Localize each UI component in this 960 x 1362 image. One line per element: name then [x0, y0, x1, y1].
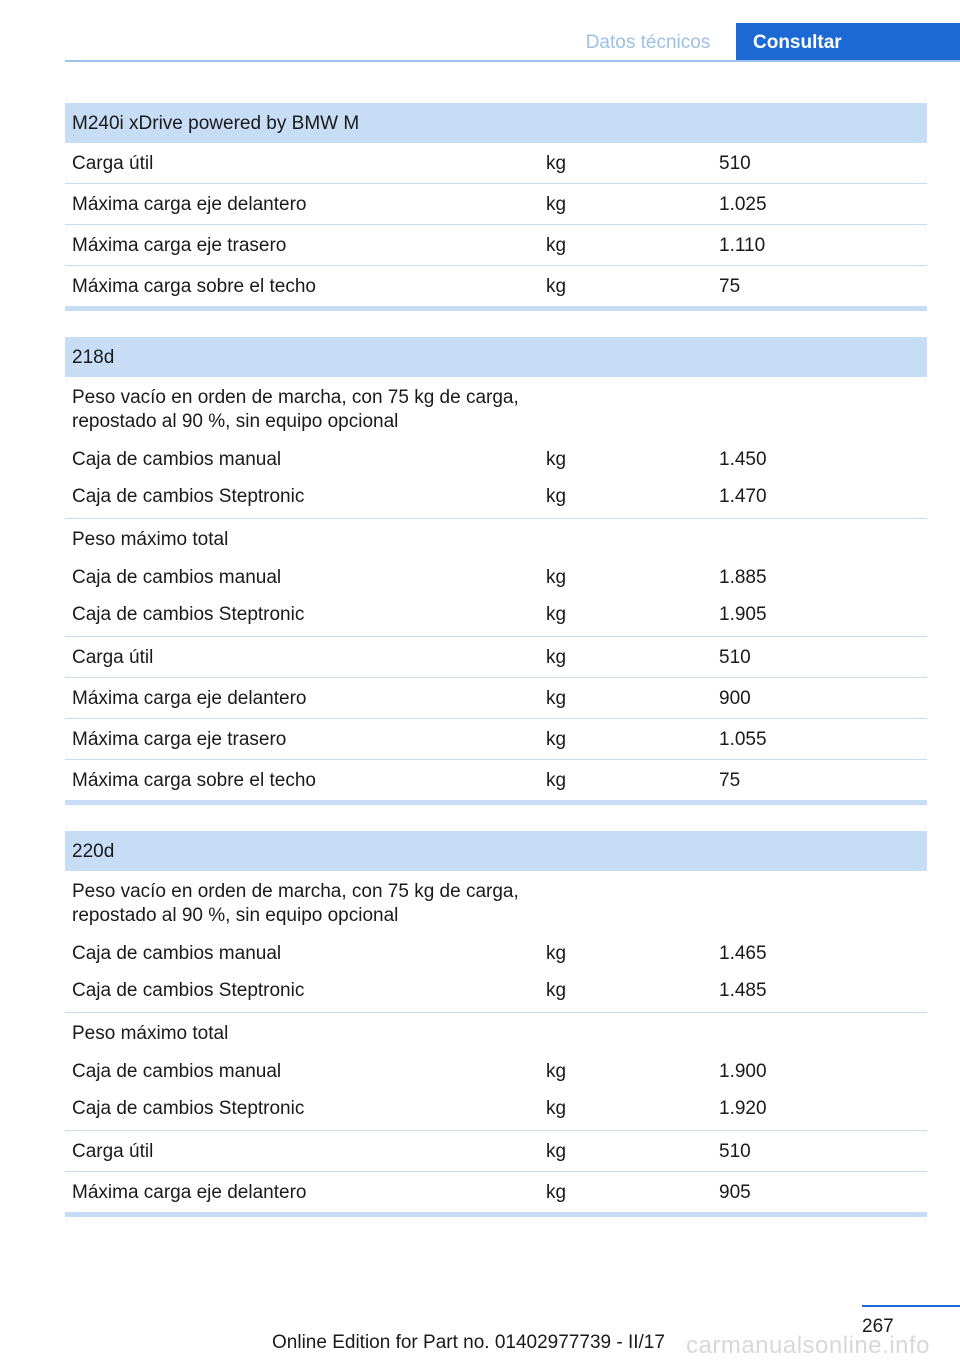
row-unit: kg	[546, 567, 567, 588]
table-row	[65, 1091, 927, 1131]
table-row	[65, 479, 927, 519]
row-value: 1.055	[719, 729, 767, 750]
row-unit: kg	[546, 770, 567, 791]
row-value: 75	[719, 770, 741, 791]
row-value: 905	[719, 1182, 751, 1203]
table-row	[65, 934, 927, 973]
table-row	[65, 184, 927, 225]
edition-text: Online Edition for Part no. 01402977739 - II/17	[272, 1332, 665, 1353]
spec-table-220d	[65, 831, 927, 1217]
table-row	[65, 558, 927, 597]
table-row	[65, 377, 927, 440]
row-label: Caja de cambios manual	[72, 1061, 282, 1082]
row-unit: kg	[546, 1061, 567, 1082]
row-unit: kg	[546, 980, 567, 1001]
footer-divider	[862, 1305, 960, 1307]
row-label: Caja de cambios manual	[72, 943, 282, 964]
row-value: 1.465	[719, 943, 767, 964]
row-label: Carga útil	[72, 1141, 154, 1162]
row-label: Caja de cambios Steptronic	[72, 604, 305, 625]
row-value: 1.900	[719, 1061, 767, 1082]
row-label: Peso máximo total	[72, 529, 229, 550]
row-value: 900	[719, 688, 751, 709]
row-unit: kg	[546, 943, 567, 964]
row-label: Máxima carga eje trasero	[72, 235, 287, 256]
row-value: 1.450	[719, 449, 767, 470]
row-label: Peso máximo total	[72, 1023, 229, 1044]
row-label: Máxima carga eje delantero	[72, 688, 307, 709]
row-label: Caja de cambios manual	[72, 449, 282, 470]
table-row	[65, 871, 927, 934]
row-unit: kg	[546, 449, 567, 470]
row-unit: kg	[546, 688, 567, 709]
row-value: 1.470	[719, 486, 767, 507]
row-label: Máxima carga sobre el techo	[72, 770, 316, 791]
row-value: 1.885	[719, 567, 767, 588]
row-label: Carga útil	[72, 153, 154, 174]
table-bottom-rule	[65, 800, 927, 805]
row-label: Caja de cambios Steptronic	[72, 1098, 305, 1119]
table-row	[65, 597, 927, 637]
row-value: 510	[719, 647, 751, 668]
table-row	[65, 973, 927, 1013]
header-divider	[65, 60, 960, 62]
row-label: Máxima carga eje trasero	[72, 729, 287, 750]
table-row	[65, 1131, 927, 1172]
row-label: Peso vacío en orden de marcha, con 75 kg de carga, repostado al 90 %, sin equipo opcional	[72, 387, 519, 432]
table-row	[65, 266, 927, 306]
row-unit: kg	[546, 276, 567, 297]
row-unit: kg	[546, 1141, 567, 1162]
watermark: carmanualsonline.info	[686, 1332, 930, 1359]
row-label: Caja de cambios manual	[72, 567, 282, 588]
table-row	[65, 1052, 927, 1091]
row-value: 1.025	[719, 194, 767, 215]
table-row	[65, 637, 927, 678]
row-value: 75	[719, 276, 741, 297]
table-row	[65, 519, 927, 558]
table-row	[65, 760, 927, 800]
row-label: Caja de cambios Steptronic	[72, 980, 305, 1001]
table-title: 218d	[65, 337, 927, 377]
row-label: Peso vacío en orden de marcha, con 75 kg de carga, repostado al 90 %, sin equipo opcional	[72, 881, 519, 926]
row-unit: kg	[546, 235, 567, 256]
row-unit: kg	[546, 647, 567, 668]
row-value: 1.485	[719, 980, 767, 1001]
table-row	[65, 225, 927, 266]
row-value: 1.920	[719, 1098, 767, 1119]
row-unit: kg	[546, 194, 567, 215]
row-unit: kg	[546, 1098, 567, 1119]
table-row	[65, 1013, 927, 1052]
table-row	[65, 719, 927, 760]
row-label: Máxima carga eje delantero	[72, 194, 307, 215]
row-unit: kg	[546, 604, 567, 625]
spec-table-m240i	[65, 103, 927, 311]
tab-consultar[interactable]: Consultar	[736, 23, 960, 62]
row-unit: kg	[546, 486, 567, 507]
page-number: 267	[862, 1316, 894, 1337]
spec-table-218d	[65, 337, 927, 805]
table-row	[65, 143, 927, 184]
row-value: 1.110	[719, 235, 766, 256]
row-label: Carga útil	[72, 647, 154, 668]
table-row	[65, 678, 927, 719]
row-value: 510	[719, 1141, 751, 1162]
table-row	[65, 1172, 927, 1212]
table-bottom-rule	[65, 1212, 927, 1217]
section-title: Datos técnicos	[585, 32, 711, 53]
table-row	[65, 440, 927, 479]
row-value: 510	[719, 153, 751, 174]
row-label: Máxima carga eje delantero	[72, 1182, 307, 1203]
table-title: 220d	[65, 831, 927, 871]
row-unit: kg	[546, 1182, 567, 1203]
row-label: Caja de cambios Steptronic	[72, 486, 305, 507]
table-bottom-rule	[65, 306, 927, 311]
row-unit: kg	[546, 729, 567, 750]
row-label: Máxima carga sobre el techo	[72, 276, 316, 297]
table-title: M240i xDrive powered by BMW M	[65, 103, 927, 143]
row-unit: kg	[546, 153, 567, 174]
row-value: 1.905	[719, 604, 767, 625]
